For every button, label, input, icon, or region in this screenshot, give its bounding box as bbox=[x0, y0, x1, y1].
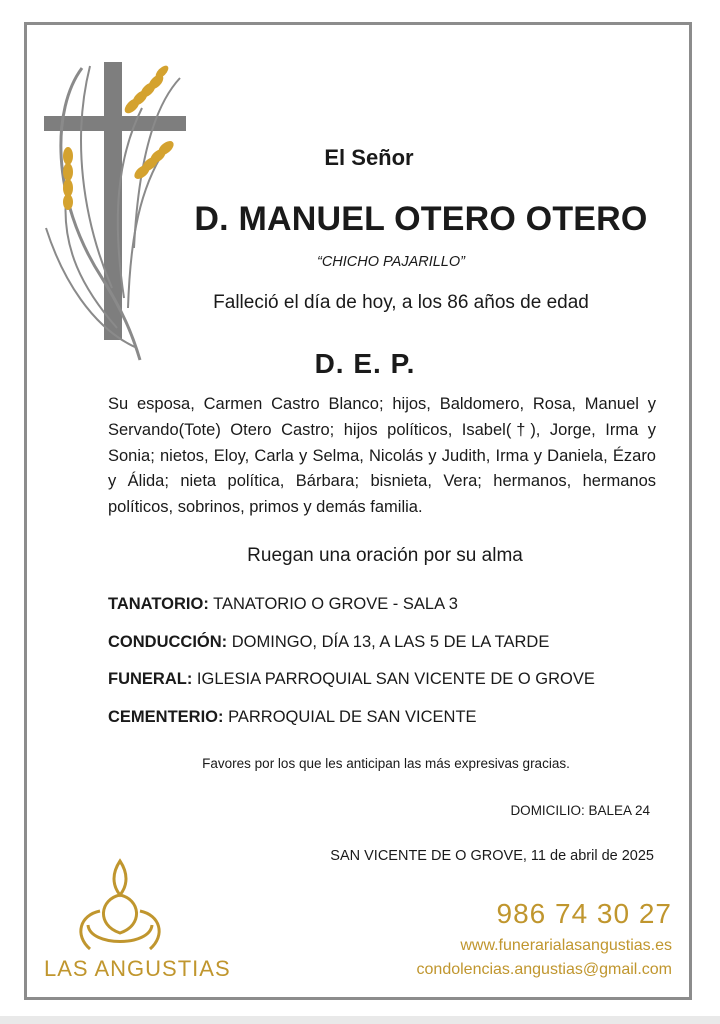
detail-label: FUNERAL: bbox=[108, 670, 193, 688]
deceased-name: D. MANUEL OTERO OTERO bbox=[194, 200, 648, 238]
detail-label: TANATORIO: bbox=[108, 595, 209, 613]
detail-tanatorio bbox=[108, 595, 678, 614]
detail-conduccion bbox=[108, 633, 678, 652]
detail-value: TANATORIO O GROVE - SALA 3 bbox=[213, 595, 458, 613]
prayer-request: Ruegan una oración por su alma bbox=[247, 545, 523, 566]
contact-phone[interactable]: 986 74 30 27 bbox=[496, 898, 672, 929]
deceased-nickname: “CHICHO PAJARILLO” bbox=[317, 254, 465, 270]
death-announcement: Falleció el día de hoy, a los 86 años de edad bbox=[213, 292, 589, 313]
detail-cementerio bbox=[108, 708, 678, 727]
detail-value: DOMINGO, DÍA 13, A LAS 5 DE LA TARDE bbox=[231, 633, 550, 651]
dep-heading: D. E. P. bbox=[314, 348, 416, 379]
place-date: SAN VICENTE DE O GROVE, 11 de abril de 2025 bbox=[330, 848, 654, 864]
detail-label: CONDUCCIÓN: bbox=[108, 633, 228, 651]
family-paragraph: Su esposa, Carmen Castro Blanco; hijos, Baldomero, Rosa, Manuel y Servando(Tote) Otero Castro; hijos políticos, Isabel(†), Jorge, Irma y Sonia; nietos, Eloy, Carla y Selma, Nicolás y Judith, Irma y Daniela, Ézaro y Álida; nieta política, Bárbara; bisnieta, Vera; hermanos, hermanos políticos, sobrinos, primos y demás familia. bbox=[108, 395, 656, 517]
detail-value: IGLESIA PARROQUIAL SAN VICENTE DE O GROVE bbox=[196, 670, 595, 688]
contact-website-link[interactable]: www.funerarialasangustias.es bbox=[460, 937, 672, 954]
thanks-note: Favores por los que les anticipan las más expresivas gracias. bbox=[202, 756, 570, 771]
las-angustias-logo-icon bbox=[60, 855, 180, 955]
title-senor: El Señor bbox=[324, 145, 414, 170]
detail-value: PARROQUIAL DE SAN VICENTE bbox=[228, 708, 477, 726]
detail-label: CEMENTERIO: bbox=[108, 708, 224, 726]
detail-funeral bbox=[108, 670, 678, 689]
contact-email-link[interactable]: condolencias.angustias@gmail.com bbox=[416, 961, 672, 978]
domicilio: DOMICILIO: BALEA 24 bbox=[510, 803, 650, 818]
brand-name: LAS ANGUSTIAS bbox=[44, 956, 231, 981]
